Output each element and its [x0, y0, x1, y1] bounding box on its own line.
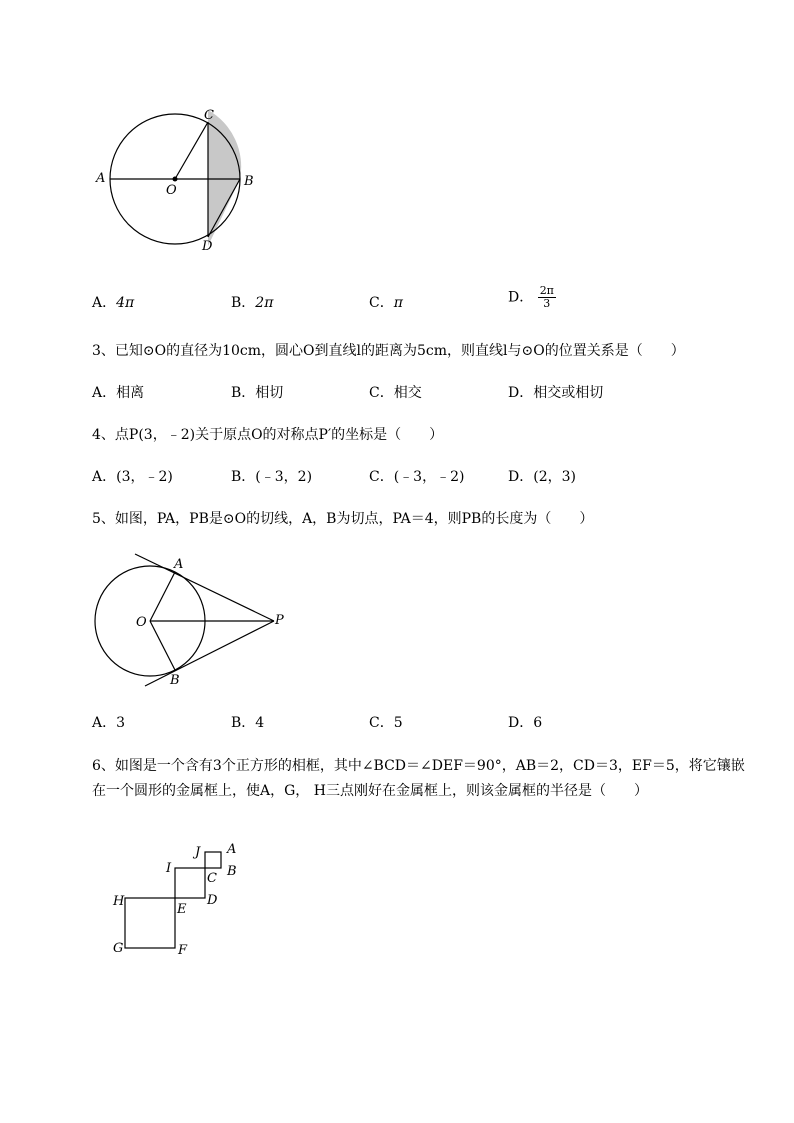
- q2-option-b[interactable]: B．2π: [231, 295, 274, 311]
- label-p: P: [275, 613, 284, 628]
- q5-option-d[interactable]: D．6: [508, 715, 543, 731]
- q3-option-b[interactable]: B．相切: [231, 385, 284, 401]
- label-f: F: [178, 943, 188, 958]
- square-small: [205, 852, 221, 868]
- q2-option-d[interactable]: D． $\frac{2\pi}{3}$: [508, 284, 554, 310]
- label-b: B: [170, 673, 180, 688]
- segment-ob: [150, 621, 175, 670]
- q4-stem: 4、点P(3，﹣2)关于原点O的对称点P′的坐标是（ ）: [92, 427, 444, 443]
- segment-oc: [175, 122, 208, 179]
- label-d: D: [207, 893, 218, 908]
- q6-stem-line1: 6、如图是一个含有3个正方形的相框，其中∠BCD＝∠DEF＝90°，AB＝2，CD＝3，EF＝5，将它镶嵌: [92, 758, 745, 774]
- q6-stem-line2: 在一个圆形的金属框上，使A，G， H三点刚好在金属框上，则该金属框的半径是（ ）: [92, 783, 648, 799]
- q6-squares-figure: [108, 838, 258, 960]
- q2-option-a[interactable]: A．4π: [92, 295, 135, 311]
- q5-option-b[interactable]: B．4: [231, 715, 265, 731]
- q4-option-a[interactable]: A．(3，﹣2): [92, 469, 173, 485]
- label-j: J: [195, 845, 201, 860]
- label-b: B: [227, 864, 237, 879]
- label-c: C: [207, 871, 217, 886]
- q5-tangent-figure: [90, 548, 300, 696]
- label-c: C: [204, 108, 214, 123]
- label-d: D: [202, 239, 213, 254]
- q2-circle-figure: [90, 100, 270, 260]
- label-o: O: [166, 183, 177, 198]
- q4-option-c[interactable]: C．(﹣3，﹣2): [369, 469, 465, 485]
- q5-option-a[interactable]: A．3: [92, 715, 126, 731]
- q3-option-d[interactable]: D．相交或相切: [508, 385, 604, 401]
- q4-option-b[interactable]: B．(﹣3，2): [231, 469, 313, 485]
- q4-option-d[interactable]: D．(2，3): [508, 469, 576, 485]
- label-o: O: [136, 615, 147, 630]
- q5-stem: 5、如图，PA，PB是⊙O的切线，A，B为切点，PA＝4，则PB的长度为（ ）: [92, 511, 594, 527]
- label-b: B: [244, 174, 254, 189]
- q3-stem: 3、已知⊙O的直径为10cm，圆心O到直线l的距离为5cm，则直线l与⊙O的位置关系是（ ）: [92, 343, 685, 359]
- label-a: A: [227, 842, 237, 857]
- label-g: G: [113, 941, 124, 956]
- q2-option-c[interactable]: C．π: [369, 295, 403, 311]
- center-point: [173, 177, 178, 182]
- q3-option-c[interactable]: C．相交: [369, 385, 422, 401]
- square-large: [125, 898, 175, 948]
- q5-option-c[interactable]: C．5: [369, 715, 403, 731]
- square-medium: [175, 868, 205, 898]
- segment-oa: [150, 572, 175, 621]
- tangent-pb-ext: [145, 621, 274, 686]
- label-e: E: [177, 902, 187, 917]
- label-a: A: [96, 171, 106, 186]
- label-i: I: [166, 861, 172, 876]
- shaded-region: [208, 110, 241, 246]
- fraction: $\frac{2\pi}{3}$: [539, 284, 554, 310]
- label-h: H: [113, 894, 125, 909]
- label-a: A: [174, 557, 184, 572]
- q3-option-a[interactable]: A．相离: [92, 385, 145, 401]
